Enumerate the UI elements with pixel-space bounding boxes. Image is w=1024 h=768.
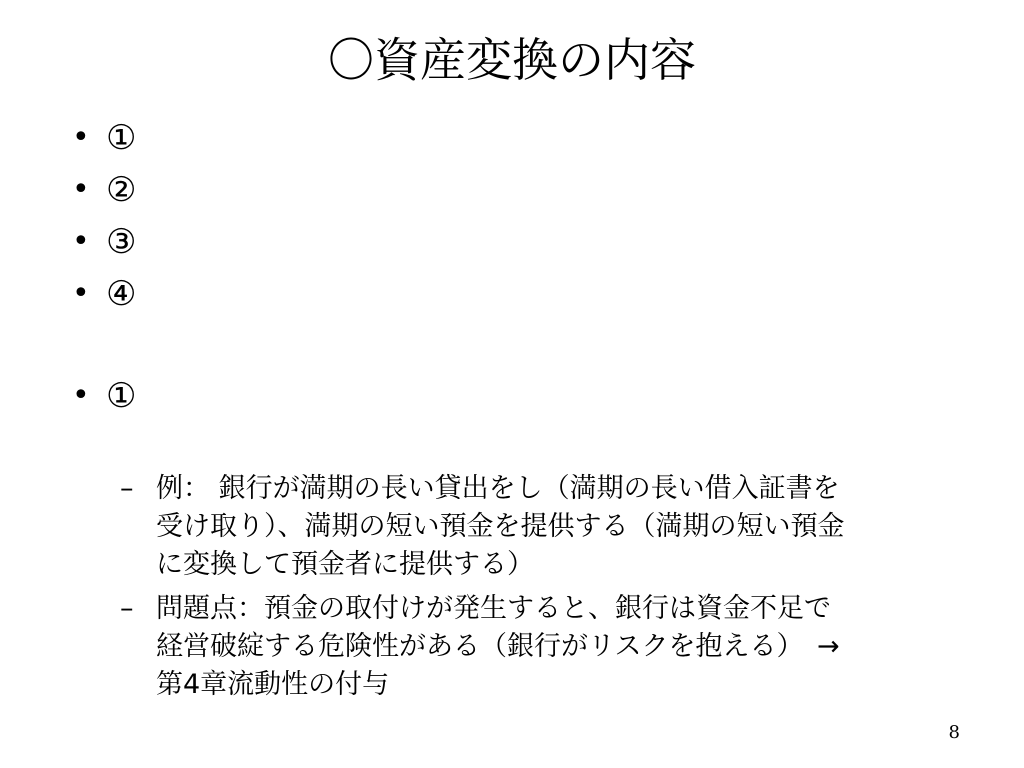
sub-bullet-list — [120, 470, 980, 710]
dash-marker: – — [120, 593, 134, 624]
bullet-text: ① — [106, 118, 137, 158]
bullet-item — [68, 112, 968, 164]
bullet-marker: • — [72, 120, 90, 155]
bullet-marker: • — [72, 224, 90, 259]
bullet-text: ③ — [106, 222, 137, 262]
slide-title: 〇資産変換の内容 — [328, 33, 696, 87]
sub-bullet-line: 受け取り）、満期の短い預金を提供する（満期の短い預金 — [156, 511, 845, 542]
bullet-item — [68, 268, 968, 320]
bullet-text: ① — [106, 376, 137, 416]
bullet-list — [68, 112, 968, 422]
sub-bullet-line: 問題点：預金の取付けが発生すると、銀行は資金不足で — [156, 593, 831, 624]
bullet-marker: • — [72, 378, 90, 413]
bullet-marker: • — [72, 276, 90, 311]
bullet-marker: • — [72, 172, 90, 207]
sub-bullet-problem — [120, 590, 980, 704]
dash-marker: – — [120, 473, 134, 504]
bullet-text: ② — [106, 170, 137, 210]
sub-bullet-line: 第4章流動性の付与 — [156, 669, 390, 700]
sub-bullet-line: 例： 銀行が満期の長い貸出をし（満期の長い借入証書を — [156, 473, 840, 504]
sub-bullet-line: に変換して預金者に提供する） — [156, 549, 534, 580]
bullet-item — [68, 370, 968, 422]
bullet-item — [68, 164, 968, 216]
bullet-text: ④ — [106, 274, 137, 314]
sub-bullet-example — [120, 470, 980, 584]
sub-bullet-line: 経営破綻する危険性がある（銀行がリスクを抱える） → — [156, 631, 840, 662]
page-number: 8 — [948, 722, 960, 743]
bullet-item — [68, 216, 968, 268]
